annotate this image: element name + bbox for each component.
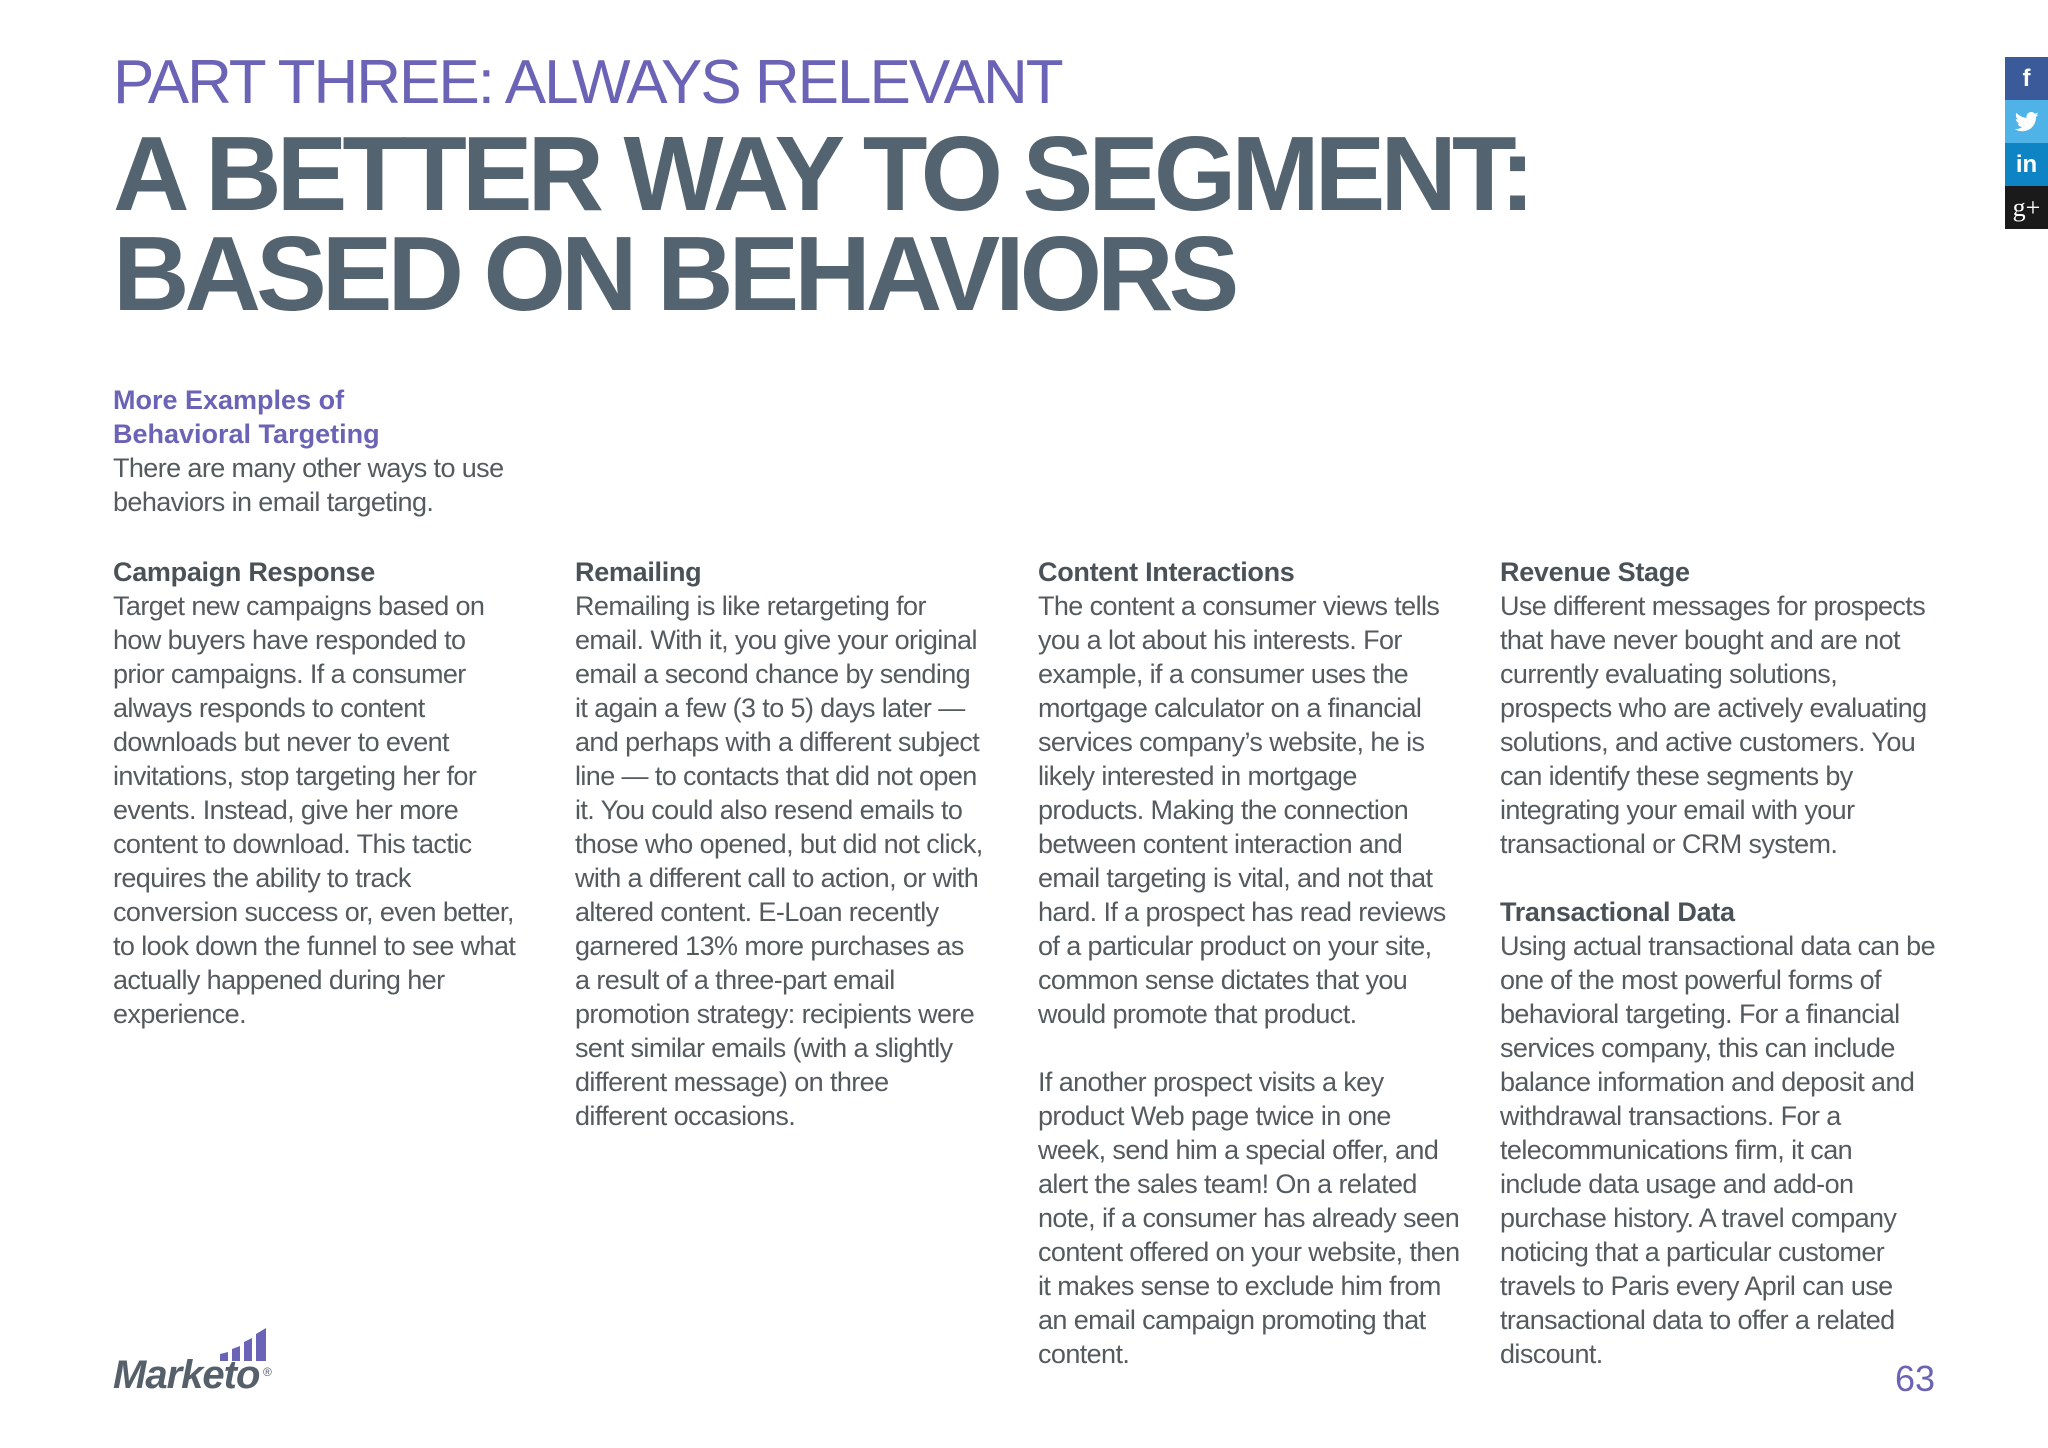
googleplus-icon: g+ [2012, 192, 2041, 222]
page-title [113, 115, 1531, 333]
intro-title-line-2: Behavioral Targeting [113, 419, 380, 449]
page-title-line-1: A BETTER WAY TO SEGMENT: [113, 115, 1531, 233]
column-paragraph: Target new campaigns based on how buyers have responded to prior campaigns. If a consumer always responds to content downloads but never to event invitations, stop targeting her for events. Instead, give her more content to download. This tactic requires the ability to track conversion success or, even better, to look down the funnel to see what actually happened during her experience. [113, 591, 516, 1029]
page-title-line-2: BASED ON BEHAVIORS [113, 215, 1235, 333]
column-campaign-response [113, 555, 523, 1031]
column-revenue-stage [1500, 555, 1940, 1371]
column-paragraph: Remailing is like retargeting for email. With it, you give your original email a second chance by sending it again a few (3 to 5) days later — and perhaps with a different subject line — to contacts that did not open it. You could also resend emails to those who opened, but did not click, with a different call to action, or with altered content. E-Loan recently garnered 13% more purchases as a result of a three-part email promotion strategy: recipients were sent similar emails (with a slightly different message) on three different occasions. [575, 591, 983, 1131]
intro-title-line-1: More Examples of [113, 385, 345, 415]
logo-wordmark: Marketo [113, 1353, 260, 1397]
column-heading: Remailing [575, 557, 702, 587]
column-content-interactions [1038, 555, 1463, 1371]
marketo-logo [113, 1325, 293, 1395]
intro-title [113, 383, 533, 451]
part-label: PART THREE: ALWAYS RELEVANT [113, 48, 1062, 117]
twitter-icon [2015, 112, 2039, 132]
linkedin-share-button[interactable] [2005, 143, 2048, 186]
social-share-bar [2005, 57, 2048, 229]
column-remailing [575, 555, 985, 1133]
googleplus-share-button[interactable] [2005, 186, 2048, 229]
column-paragraph: If another prospect visits a key product Web page twice in one week, send him a special offer, and alert the sales team! On a related note, if a consumer has already seen content offered on your website, then it makes sense to exclude him from an email campaign promoting that content. [1038, 1067, 1460, 1369]
column-heading: Campaign Response [113, 557, 375, 587]
facebook-icon: f [2022, 64, 2031, 92]
linkedin-icon: in [2015, 150, 2038, 178]
column-paragraph: The content a consumer views tells you a lot about his interests. For example, if a consumer uses the mortgage calculator on a financial services company’s website, he is likely interested in mortgage products. Making the connection between content interaction and email targeting is vital, and not that hard. If a prospect has read reviews of a particular product on your site, common sense dictates that you would promote that product. [1038, 591, 1446, 1029]
page-number: 63 [1895, 1358, 1936, 1399]
intro-text: There are many other ways to use behaviors in email targeting. [113, 453, 504, 517]
facebook-share-button[interactable] [2005, 57, 2048, 100]
intro-block [113, 383, 533, 519]
logo-registered-mark: ® [263, 1365, 272, 1379]
column-paragraph: Using actual transactional data can be one of the most powerful forms of behavioral targeting. For a financial services company, this can include balance information and deposit and withdrawal transactions. For a telecommunications firm, it can include data usage and add-on purchase history. A travel company noticing that a particular customer travels to Paris every April can use transactional data to offer a related discount. [1500, 931, 1935, 1369]
column-heading: Content Interactions [1038, 557, 1295, 587]
column-heading: Revenue Stage [1500, 557, 1690, 587]
column-heading-transactional-data: Transactional Data [1500, 897, 1735, 927]
column-paragraph: Use different messages for prospects that have never bought and are not currently evaluating solutions, prospects who are actively evaluating solutions, and active customers. You can identify these segments by integrating your email with your transactional or CRM system. [1500, 591, 1927, 859]
twitter-share-button[interactable] [2005, 100, 2048, 143]
